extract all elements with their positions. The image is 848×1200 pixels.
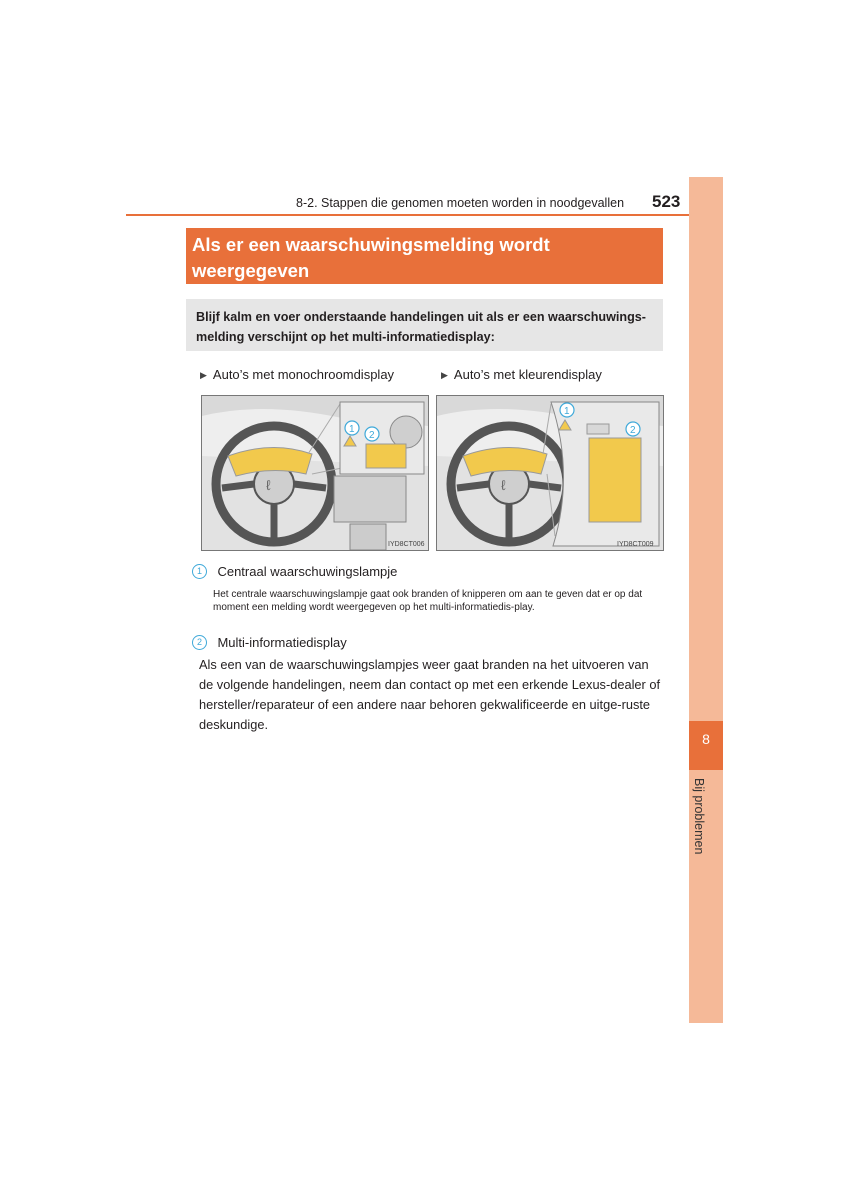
legend-item-2: [192, 634, 347, 652]
figure-code: IYD8CT009: [617, 541, 654, 548]
svg-text:ℓ: ℓ: [266, 477, 271, 493]
callout-1: 1: [349, 424, 355, 435]
page-number: 523: [652, 192, 681, 211]
callout-2: 2: [630, 425, 636, 436]
callout-2: 2: [369, 430, 375, 441]
callout-1: 1: [564, 406, 570, 417]
header-rule: [126, 214, 689, 216]
callout-number: 2: [192, 635, 207, 650]
legend-item-1: [192, 563, 397, 581]
section-title: 8-2. Stappen die genomen moeten worden in noodgevallen: [296, 196, 625, 210]
figure-code: IYD8CT006: [388, 541, 425, 548]
callout-number: 1: [192, 564, 207, 579]
illustration-monochrome-dashboard: [201, 395, 429, 551]
legend-label: Multi-informatiedisplay: [217, 635, 347, 650]
figure-caption-monochrome: ▶ Auto’s met monochroomdisplay: [200, 367, 395, 382]
svg-text:ℓ: ℓ: [501, 477, 506, 493]
chapter-number: 8: [702, 731, 710, 747]
figure-caption-color: ▶ Auto’s met kleurendisplay: [441, 367, 602, 382]
triangle-bullet-icon: ▶: [441, 370, 448, 380]
body-paragraph: Als een van de waarschuwingslampjes weer gaat branden na het uitvoeren van de volgende handelingen, neem dan contact op met een erkende Lexus-dealer of hersteller/reparateur of een andere naar behoren gekwalificeerde en uitge-ruste deskundige.: [199, 657, 661, 732]
note-text: Blijf kalm en voer onderstaande handelingen uit als er een waarschuwings-melding verschijnt op het multi-informatiedisplay:: [196, 310, 646, 344]
triangle-bullet-icon: ▶: [200, 370, 207, 380]
page-heading: Als er een waarschuwingsmelding wordt weergegeven: [192, 234, 550, 281]
legend-label: Centraal waarschuwingslampje: [217, 564, 398, 579]
legend-note: Het centrale waarschuwingslampje gaat ook branden of knipperen om aan te geven dat er op dat moment een melding wordt weergegeven op het multi-informatiedis-play.: [213, 589, 643, 613]
chapter-label: Bij problemen: [692, 778, 706, 855]
illustration-color-dashboard: [436, 395, 664, 551]
